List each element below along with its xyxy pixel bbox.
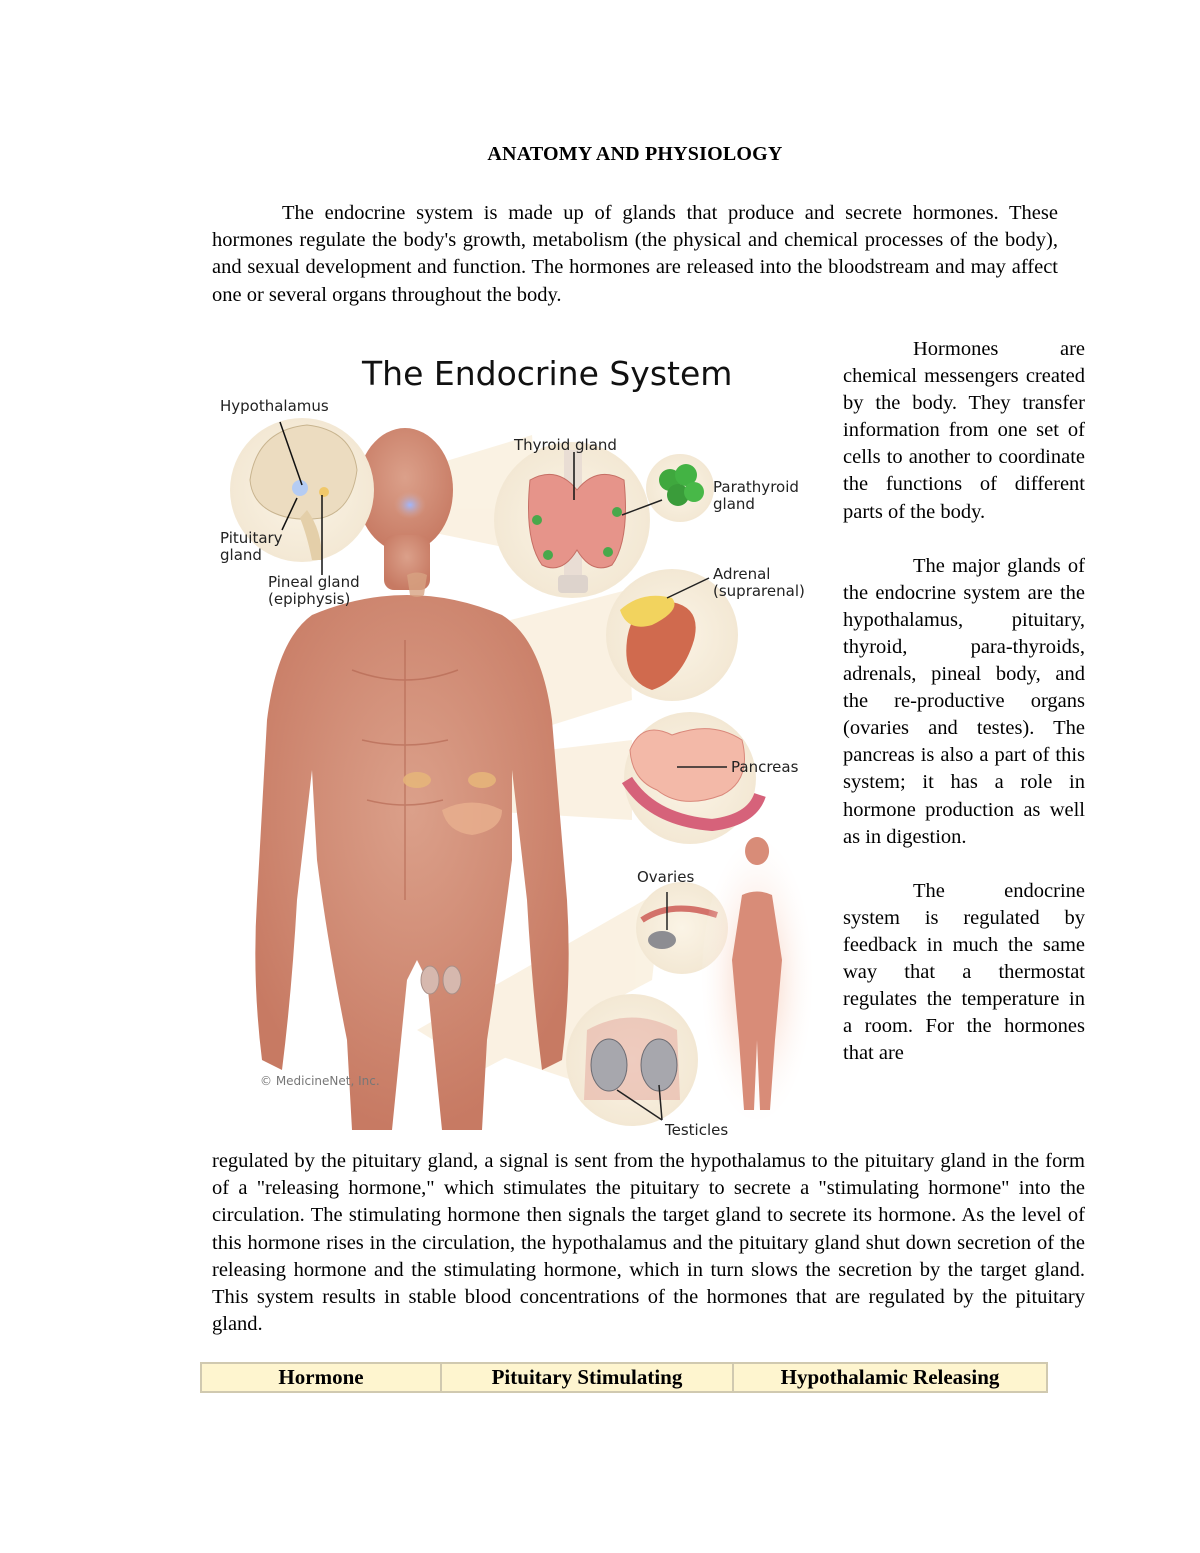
- table-header-hypothalamic-releasing: Hypothalamic Releasing: [733, 1363, 1047, 1392]
- thyroid-inset: [494, 442, 650, 598]
- label-adrenal-line2: (suprarenal): [713, 582, 805, 600]
- figure-title: The Endocrine System: [362, 354, 733, 393]
- table-header-pituitary-stimulating: Pituitary Stimulating: [441, 1363, 733, 1392]
- label-parathyroid-line1: Parathyroid: [713, 478, 799, 496]
- side-column: [843, 336, 1085, 1067]
- female-figure: [702, 837, 812, 1120]
- label-pituitary-line2: gland: [220, 546, 262, 564]
- label-pineal-line2: (epiphysis): [268, 590, 351, 608]
- label-thyroid: Thyroid gland: [514, 436, 617, 454]
- label-pineal-line1: Pineal gland: [268, 573, 360, 591]
- table-header-row: [201, 1363, 1047, 1392]
- body-thyroid: [407, 573, 427, 598]
- figure-credit: © MedicineNet, Inc.: [260, 1074, 380, 1088]
- page-title: ANATOMY AND PHYSIOLOGY: [487, 143, 783, 165]
- endocrine-figure-drawing: [212, 340, 832, 1150]
- label-ovaries: Ovaries: [637, 868, 695, 886]
- table-header-hormone: Hormone: [201, 1363, 441, 1392]
- side-paragraph-hormones: Hormones are chemical messengers created by the body. They transfer information from one set of cells to another to coordinate the functions of different parts of the body.: [843, 338, 1085, 523]
- label-pancreas: Pancreas: [731, 758, 799, 776]
- label-pituitary-line1: Pituitary: [220, 529, 283, 547]
- testicles-inset: [566, 994, 698, 1126]
- pituitary-glow: [394, 491, 426, 519]
- label-adrenal-line1: Adrenal: [713, 565, 771, 583]
- label-parathyroid-line2: gland: [713, 495, 755, 513]
- feedback-continuation-paragraph: regulated by the pituitary gland, a signal is sent from the hypothalamus to the pituitary gland in the form of a "releasing hormone," which stimulates the pituitary to secrete a "stimulating hormone" into the circulation. The stimulating hormone then signals the target gland to secrete its hormone. As the level of this hormone rises in the circulation, the hypothalamus and the pituitary gland shut down secretion of the releasing hormone and the stimulating hormone, which in turn slows the secretion by the target gland. This system results in stable blood concentrations of the hormones that are regulated by the pituitary gland.: [212, 1150, 1085, 1336]
- side-paragraph-glands: The major glands of the endocrine system are the hypothalamus, pituitary, thyroid, para-thyroids, adrenals, pineal body, and the re-productive organs (ovaries and testes). The pancreas is also a part of this system; it has a role in hormone production as well as in digestion.: [843, 554, 1085, 848]
- endocrine-system-illustration: [212, 340, 832, 1150]
- intro-paragraph: The endocrine system is made up of glands that produce and secrete hormones. These hormones regulate the body's growth, metabolism (the physical and chemical processes of the body), and sexual development and function. The hormones are released into the bloodstream and may affect one or several organs throughout the body.: [212, 202, 1058, 306]
- label-testicles: Testicles: [665, 1121, 729, 1139]
- label-hypothalamus: Hypothalamus: [220, 397, 329, 415]
- side-paragraph-feedback: The endocrine system is regulated by feedback in much the same way that a thermostat regulates the temperature in a room. For the hormones that are: [843, 879, 1085, 1065]
- hormone-table: [200, 1362, 1048, 1393]
- pancreas-inset: [624, 712, 760, 844]
